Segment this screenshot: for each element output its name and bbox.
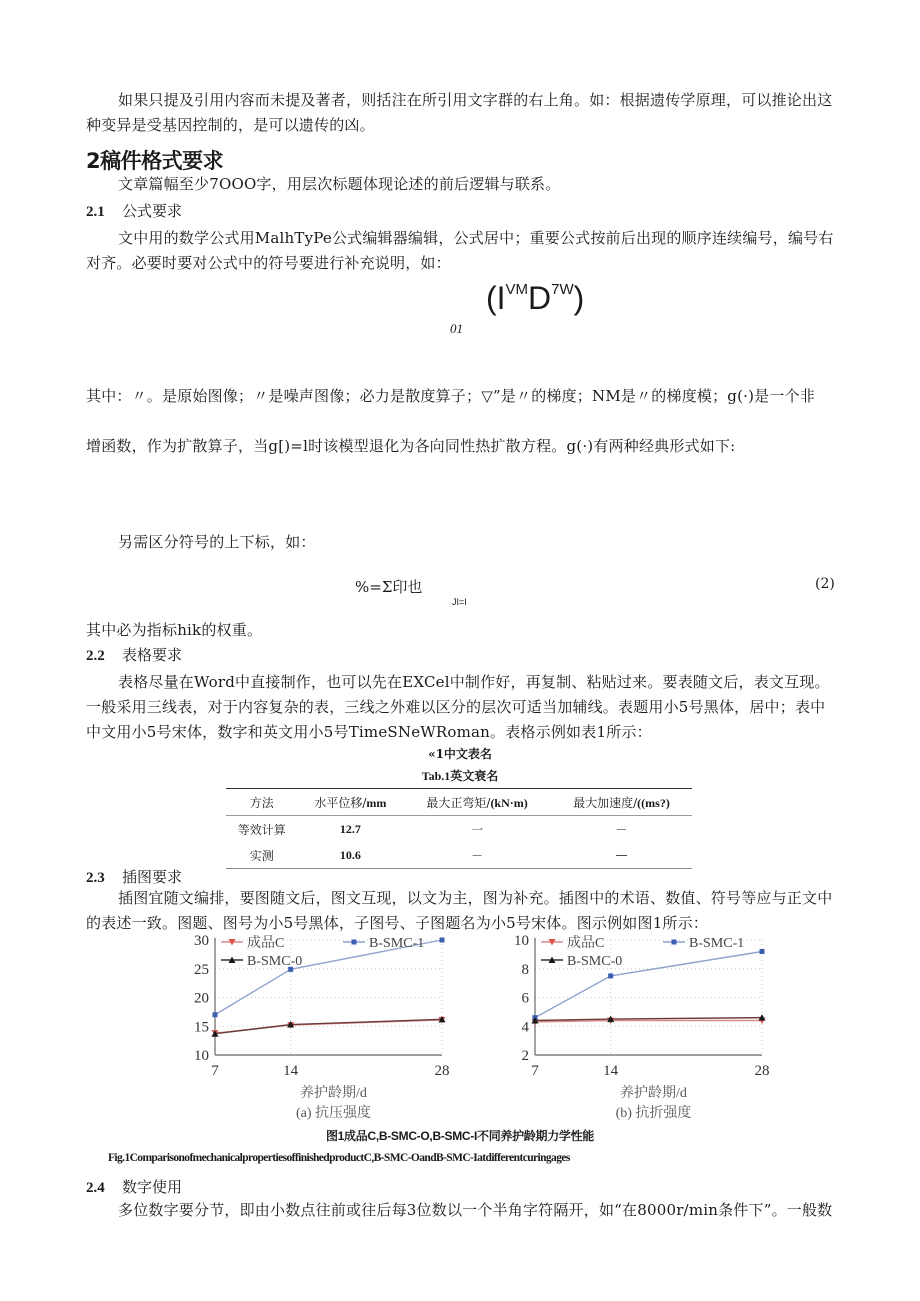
column-header: 方法 — [226, 789, 297, 816]
svg-text:10: 10 — [194, 1048, 209, 1064]
line-chart-a — [180, 928, 450, 1128]
svg-text:15: 15 — [194, 1019, 209, 1036]
example-three-line-table — [226, 788, 692, 869]
svg-text:20: 20 — [194, 990, 209, 1007]
section-2-4-heading — [86, 1176, 182, 1197]
section-title: 表格要求 — [122, 646, 183, 664]
svg-text:成品C: 成品C — [247, 936, 285, 951]
table-caption-en: Tab.1英文衰名 — [421, 769, 499, 783]
svg-text:2: 2 — [521, 1048, 529, 1064]
formula-part: D — [528, 280, 552, 316]
svg-text:8: 8 — [521, 961, 529, 978]
svg-text:养护龄期/d: 养护龄期/d — [300, 1086, 367, 1101]
formula-1 — [486, 280, 584, 317]
svg-text:14: 14 — [603, 1063, 619, 1079]
formula-explanation-line-2: 增函数，作为扩散算子，当g[)=l时该模型退化为各向同性热扩散方程。g(·)有两种经典形式如下: — [86, 437, 736, 455]
table-cell: 实测 — [249, 848, 274, 863]
formula-1-subscript: 01 — [450, 321, 463, 336]
table-cell: 12.7 — [339, 821, 361, 836]
svg-text:28: 28 — [754, 1063, 770, 1079]
figure-caption-en: Fig.1ComparisonofmechanicalpropertiesoffinishedproductC,B-SMC-OandB-SMC-Iatdifferentcuringages — [108, 1152, 570, 1164]
chart-compressive-strength — [180, 928, 450, 1132]
section-2-2-heading — [86, 644, 182, 665]
svg-text:养护龄期/d: 养护龄期/d — [620, 1086, 687, 1101]
table-header-row — [226, 789, 692, 816]
svg-text:(a) 抗压强度: (a) 抗压强度 — [295, 1106, 372, 1121]
section-number: 2.3 — [86, 870, 105, 886]
formula-explanation-line-1: 其中：〃。是原始图像；〃是噪声图像；必力是散度算子；▽”是〃的梯度；NM是〃的梯度模；g(·)是一个非 — [86, 387, 815, 405]
subscript-note-paragraph: 另需区分符号的上下标，如： — [118, 533, 316, 551]
svg-text:25: 25 — [194, 961, 209, 978]
intro-paragraph: 如果只提及引用内容而未提及著者，则括注在所引用文字群的右上角。如：根据遗传学原理，可以推论出这种变异是受基因控制的，是可以遗传的凶。 — [86, 91, 833, 134]
column-header: 最大加速度/((ms?) — [551, 789, 692, 816]
section-2-3-heading — [86, 866, 182, 887]
section-title: 插图要求 — [122, 868, 183, 886]
svg-text:(b) 抗折强度: (b) 抗折强度 — [615, 1106, 692, 1121]
number-usage-paragraph: 多位数字要分节，即由小数点往前或往后每3位数以一个半角字符隔开，如“在8000r/min条件下”。一般数 — [118, 1201, 833, 1219]
weight-explanation: 其中必为指标hik的权重。 — [86, 621, 263, 639]
svg-text:6: 6 — [521, 990, 529, 1007]
svg-text:28: 28 — [434, 1063, 450, 1079]
equation-number: (2) — [815, 576, 835, 592]
table-cell: 10.6 — [339, 847, 361, 862]
section-title: 公式要求 — [122, 202, 183, 220]
figure-requirements-paragraph: 插图宜随文编排，要图随文后，图文互现，以文为主，图为补充。插图中的术语、数值、符号等应与正文中的表述一致。图题、图号为小5号黑体，子图号、子图题名为小5号宋体。图示例如图1所示： — [86, 889, 833, 932]
figure-caption-cn: 图1成品C,B-SMC-O,B-SMC-I不同养护龄期力学性能 — [325, 1129, 595, 1143]
line-chart-b — [500, 928, 770, 1128]
svg-text:7: 7 — [211, 1063, 219, 1079]
formula-superscript: 7W — [551, 281, 574, 298]
svg-text:B-SMC-0: B-SMC-0 — [567, 954, 623, 969]
table-caption-cn: «1中文表名 — [428, 747, 492, 761]
table-row — [226, 842, 692, 869]
section-number: 2.2 — [86, 648, 105, 664]
table-cell: － — [471, 848, 484, 863]
chart-flexural-strength — [500, 928, 770, 1132]
section-title: 数字使用 — [122, 1178, 183, 1196]
table-cell: 等效计算 — [237, 822, 286, 837]
svg-text:14: 14 — [283, 1063, 299, 1079]
svg-text:B-SMC-1: B-SMC-1 — [689, 936, 745, 951]
svg-text:10: 10 — [514, 933, 529, 949]
table-cell: — — [615, 848, 628, 862]
svg-text:B-SMC-0: B-SMC-0 — [247, 954, 303, 969]
svg-text:4: 4 — [521, 1019, 529, 1036]
formula-2: %=Σ印也 — [355, 578, 423, 596]
formula-requirements-paragraph: 文中用的数学公式用MalhTyPe公式编辑器编辑，公式居中；重要公式按前后出现的顺序连续编号，编号右对齐。必要时要对公式中的符号要进行补充说明，如： — [86, 229, 834, 272]
section-number: 2.1 — [86, 204, 105, 220]
column-header: 最大正弯矩/(kN·m) — [403, 789, 551, 816]
svg-text:7: 7 — [531, 1063, 539, 1079]
section-2-paragraph: 文章篇幅至少7OOO字，用层次标题体现论述的前后逻辑与联系。 — [118, 175, 561, 193]
column-header: 水平位移/mm — [297, 789, 403, 816]
formula-part: (I — [486, 280, 506, 316]
table-row — [226, 816, 692, 843]
table-requirements-paragraph: 表格尽量在Word中直接制作，也可以先在EXCel中制作好，再复制、粘贴过来。要表随文后，表文互现。一般采用三线表，对于内容复杂的表，三线之外难以区分的层次可适当加辅线。表题用小5号黑体，居中；表中中文用小5号宋体，数字和英文用小5号TimeSNeWRoman。表格示例如表1所示： — [86, 673, 830, 741]
section-2-1-heading — [86, 200, 182, 221]
formula-2-subscript: JI=I — [452, 597, 467, 607]
formula-part: ) — [573, 280, 585, 316]
table-cell: 一 — [471, 822, 484, 837]
svg-text:B-SMC-1: B-SMC-1 — [369, 936, 425, 951]
table-cell: － — [615, 822, 628, 837]
section-2-heading: 2稿件格式要求 — [86, 149, 224, 173]
section-number: 2.4 — [86, 1180, 105, 1196]
svg-text:成品C: 成品C — [567, 936, 605, 951]
svg-text:30: 30 — [194, 933, 209, 949]
formula-superscript: VM — [505, 281, 529, 298]
